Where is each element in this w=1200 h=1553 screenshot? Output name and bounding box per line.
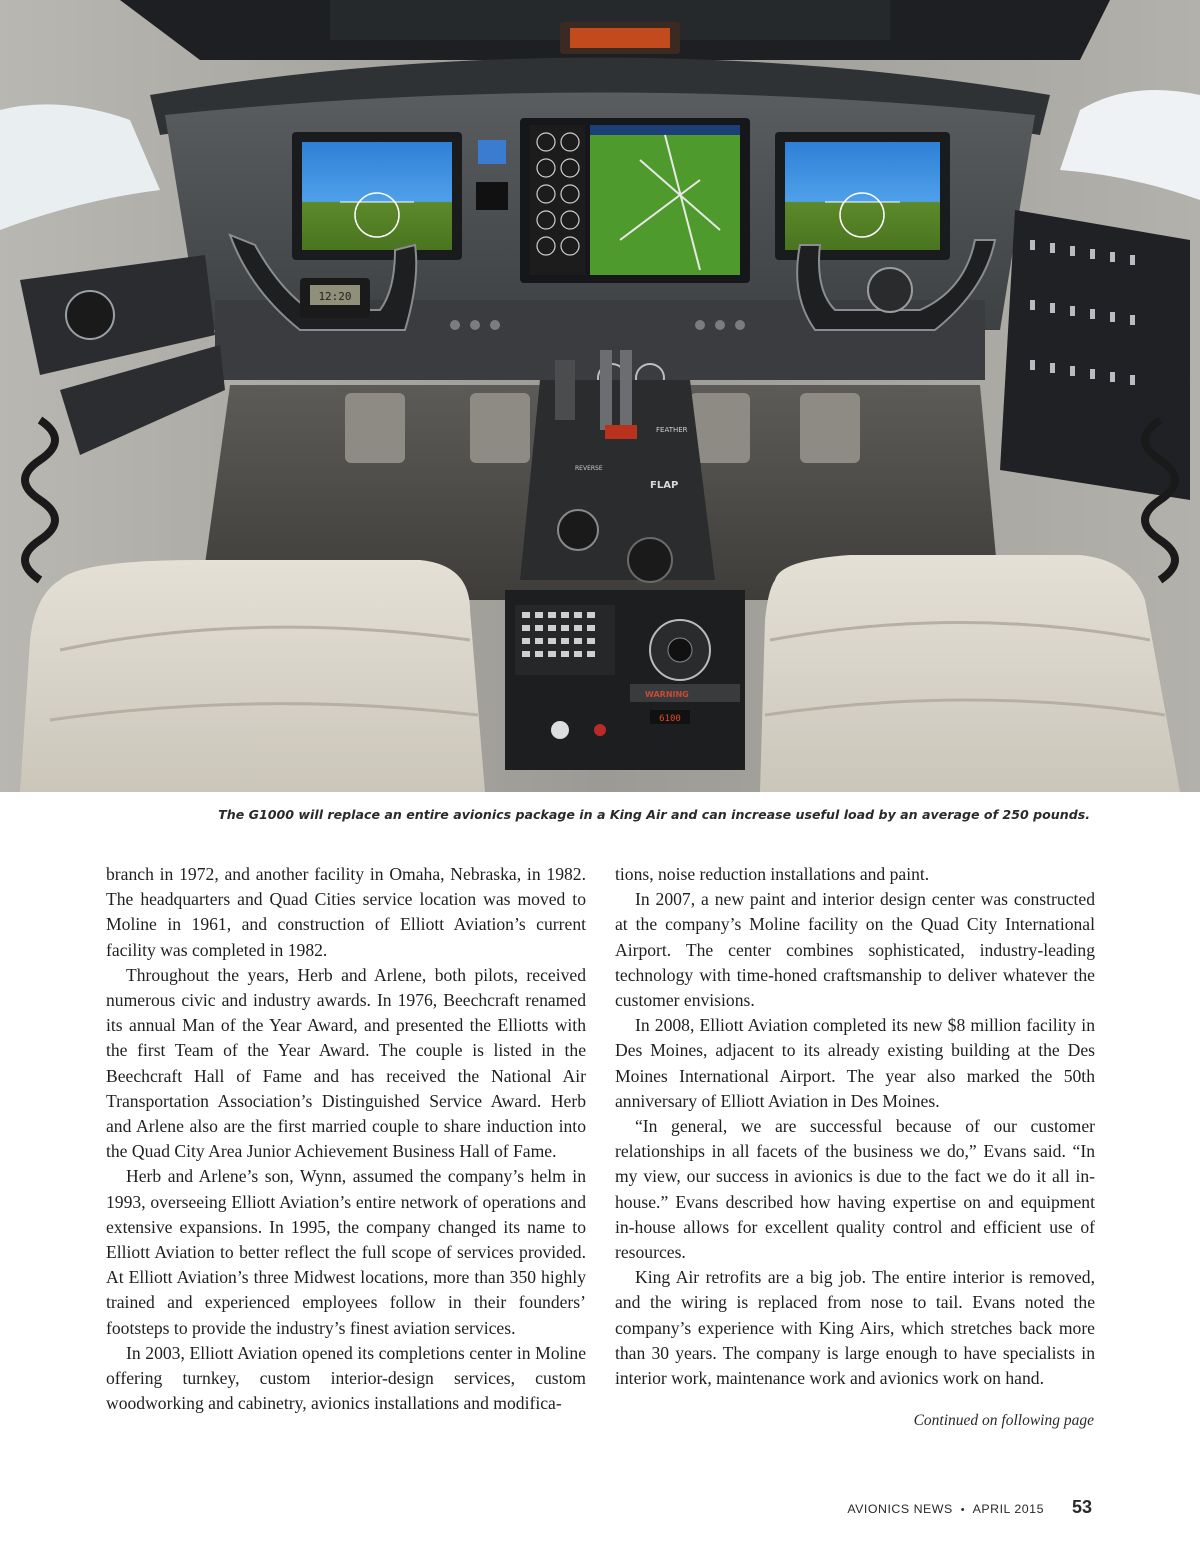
paragraph: King Air retrofits are a big job. The entire interior is removed, and the wiring is replaced from nose to tail. Evans noted the company’s experience with King Airs, which stretches back more than 30 years. The company is large enough to have specialists in interior work, maintenance work and avionics work on hand. xyxy=(615,1267,1095,1389)
counter-display: 6100 xyxy=(659,714,681,724)
chronometer-display: 12:20 xyxy=(318,290,352,303)
feather-label: FEATHER xyxy=(656,426,688,434)
paragraph: tions, noise reduction installations and paint. xyxy=(615,864,930,884)
issue-date: APRIL 2015 xyxy=(972,1502,1044,1516)
flap-label: FLAP xyxy=(650,480,679,491)
paragraph: Herb and Arlene’s son, Wynn, assumed the company’s helm in 1993, overseeing Elliott Aviation’s entire network of operations and extensive expansions. In 1995, the company changed its name to Elliott Aviation to better reflect the full scope of services provided. At Elliott Aviation’s three Midwest locations, more than 350 highly trained and experienced employees follow in their founders’ footsteps to provide the industry’s finest aviation services. xyxy=(106,1166,586,1338)
page-footer xyxy=(847,1497,1092,1518)
article-column-left xyxy=(106,862,586,1416)
paragraph: branch in 1972, and another facility in Omaha, Nebraska, in 1982. The headquarters and Quad Cities service location was moved to Moline in 1961, and construction of Elliott Aviation’s current facility was completed in 1982. xyxy=(106,864,586,960)
paragraph: “In general, we are successful because of our customer relationships in all facets of the business we do,” Evans said. “In my view, our success in avionics is due to the fact we do it all in-house.” Evans described how having expertise on and equipment in-house allows for excellent quality control and efficient use of resources. xyxy=(615,1116,1095,1263)
article-column-right xyxy=(615,862,1095,1391)
bullet-separator: • xyxy=(960,1504,965,1516)
paragraph: In 2003, Elliott Aviation opened its completions center in Moline offering turnkey, custom interior-design services, custom woodworking and cabinetry, avionics installations and modifica- xyxy=(106,1342,586,1414)
photo-caption: The G1000 will replace an entire avionics package in a King Air and can increase useful load by an average of 250 pounds. xyxy=(218,807,1090,822)
warning-placard: WARNING xyxy=(645,690,689,699)
page-number: 53 xyxy=(1071,1497,1092,1517)
paragraph: In 2008, Elliott Aviation completed its new $8 million facility in Des Moines, adjacent to its already existing building at the Des Moines International Airport. The year also marked the 50th anniversary of Elliott Aviation in Des Moines. xyxy=(615,1015,1095,1111)
paragraph: In 2007, a new paint and interior design center was constructed at the company’s Moline facility on the Quad City International Airport. The center combines sophisticated, industry-leading technology with time-honed craftsmanship to deliver whatever the customer envisions. xyxy=(615,889,1095,1011)
paragraph: Throughout the years, Herb and Arlene, both pilots, received numerous civic and industry awards. In 1976, Beechcraft renamed its annual Man of the Year Award, and presented the Elliotts with the first Team of the Year Award. The couple is listed in the Beechcraft Hall of Fame and has received the National Air Transportation Association’s Distinguished Service Award. Herb and Arlene also are the first married couple to share induction into the Quad City Area Junior Achievement Business Hall of Fame. xyxy=(106,964,586,1162)
reverse-label: REVERSE xyxy=(575,465,603,472)
continued-note: Continued on following page xyxy=(913,1412,1094,1429)
magazine-name: AVIONICS NEWS xyxy=(847,1502,953,1516)
